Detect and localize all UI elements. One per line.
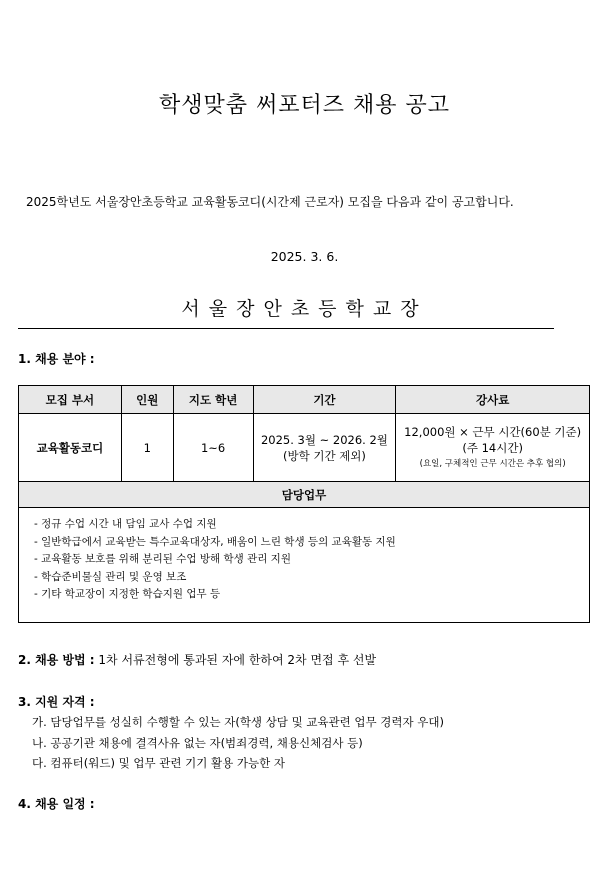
table-header-row (19, 386, 590, 414)
section3-heading: 3. 지원 자격 : (18, 695, 95, 709)
qualification-item: 다. 컴퓨터(워드) 및 업무 관련 기기 활용 가능한 자 (32, 756, 285, 770)
duty-item: - 기타 학교장이 지정한 학습지원 업무 등 (34, 588, 221, 600)
duty-item: - 일반학급에서 교육받는 특수교육대상자, 배움이 느린 학생 등의 교육활동 지원 (34, 535, 396, 548)
duties-cell (19, 508, 590, 623)
duties-row (19, 508, 590, 623)
intro-text: 2025학년도 서울장안초등학교 교육활동코디(시간제 근로자) 모집을 다음과 같이 공고합니다. (26, 195, 514, 209)
section2-text: 1차 서류전형에 통과된 자에 한하여 2차 면접 후 선발 (94, 653, 377, 667)
section2-heading: 2. 채용 방법 : (18, 653, 95, 667)
header-fee: 강사료 (396, 386, 590, 414)
qualification-item: 나. 공공기관 채용에 결격사유 없는 자(범죄경력, 채용신체검사 등) (32, 736, 363, 750)
fee-line3: (요일, 구체적인 근무 시간은 추후 협의) (419, 458, 566, 469)
qualification-item: 가. 담당업무를 성실히 수행할 수 있는 자(학생 상담 및 교육관련 업무 경력자 우대) (32, 715, 444, 729)
table-row (19, 414, 590, 482)
cell-count: 1 (121, 414, 173, 482)
period-line2: (방학 기간 제외) (282, 448, 366, 463)
section1-heading: 1. 채용 분야 : (18, 352, 95, 366)
section2 (18, 651, 376, 668)
duty-item: - 정규 수업 시간 내 담임 교사 수업 지원 (34, 518, 217, 530)
cell-fee (396, 414, 590, 482)
cell-period (253, 414, 396, 482)
header-dept: 모집 부서 (19, 386, 122, 414)
duties-header-row (19, 482, 590, 508)
fee-line1: 12,000원 × 근무 시간(60분 기준) (404, 424, 582, 439)
divider (18, 328, 554, 329)
cell-dept: 교육활동코디 (19, 414, 122, 482)
page-title: 학생맞춤 써포터즈 채용 공고 (158, 93, 450, 118)
recruitment-table (18, 385, 590, 623)
duty-item: - 교육활동 보호를 위해 분리된 수업 방해 학생 관리 지원 (34, 553, 291, 565)
school-name: 서울장안초등학교장 (181, 298, 428, 320)
fee-line2: (주 14시간) (462, 440, 523, 455)
header-period: 기간 (253, 386, 396, 414)
header-count: 인원 (121, 386, 173, 414)
duties-header: 담당업무 (19, 482, 590, 508)
header-grade: 지도 학년 (173, 386, 253, 414)
cell-grade: 1~6 (173, 414, 253, 482)
duty-item: - 학습준비물실 관리 및 운영 보조 (34, 570, 187, 583)
period-line1: 2025. 3월 ~ 2026. 2월 (260, 432, 388, 447)
notice-date: 2025. 3. 6. (270, 249, 339, 264)
section4-heading: 4. 채용 일정 : (18, 797, 95, 811)
